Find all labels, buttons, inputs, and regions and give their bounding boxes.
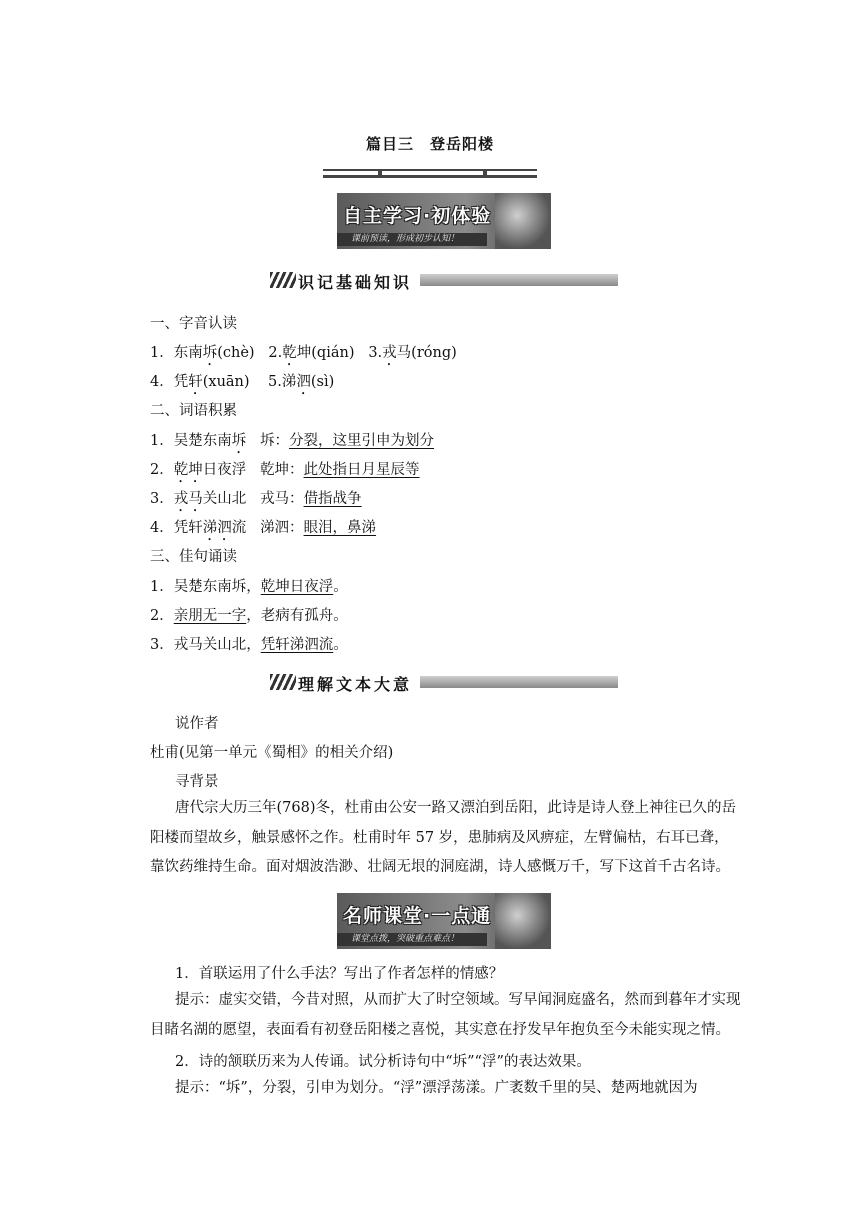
background-paragraph: 唐代宗大历三年(768)冬，杜甫由公安一路又漂泊到岳阳，此诗是诗人登上神往已久的岳阳楼而望故乡，触景感怀之作。杜甫时年 57 岁，患肺病及风痹症，左臂偏枯，右耳已聋，靠饮药维持生命。面对烟波浩渺、壮阔无垠的洞庭湖，诗人感慨万千，写下这首千古名诗。 (150, 800, 736, 875)
banner-subtitle: 课前预读，形成初步认知！ (337, 233, 487, 246)
pronunciation-row-2: 4．凭轩(xuān) 5.涕泗(sì) (150, 374, 335, 390)
banner-photo (495, 193, 551, 249)
vocab-item: 3．戎马关山北 戎马：借指战争 (150, 491, 362, 507)
title-divider (323, 169, 537, 179)
pronunciation-row-1: 1．东南坼(chè) 2.乾坤(qián) 3.戎马(róng) (150, 345, 457, 361)
answer-2: 提示：“坼”，分裂，引申为划分。“浮”漂浮荡漾。广袤数千里的吴、楚两地就因为 (175, 1080, 698, 1096)
banner-self-study (337, 193, 551, 249)
heading-verses: 三、佳句诵读 (150, 549, 237, 565)
verse-item: 2．亲朋无一字，老病有孤舟。 (150, 608, 348, 624)
banner-teacher-class (337, 893, 551, 949)
verse-item: 3．戎马关山北，凭轩涕泗流。 (150, 637, 348, 653)
section-header-understanding (270, 672, 618, 692)
vocab-item: 2．乾坤日夜浮 乾坤：此处指日月星辰等 (150, 462, 420, 478)
answer-1: 提示：虚实交错，今昔对照，从而扩大了时空领域。写早闻洞庭盛名，然而到暮年才实现目睹名湖的愿望，表面看有初登岳阳楼之喜悦，其实意在抒发早年抱负至今未能实现之情。 (150, 992, 741, 1038)
heading-author: 说作者 (175, 716, 219, 732)
author-info: 杜甫(见第一单元《蜀相》的相关介绍) (150, 745, 394, 761)
stripe-decoration (270, 272, 296, 288)
stripe-decoration (270, 674, 296, 690)
section-title: 识记基础知识 (298, 273, 413, 292)
banner-title: 自主学习·初体验 (343, 205, 492, 227)
vocab-item: 1．吴楚东南坼 坼：分裂，这里引申为划分 (150, 433, 435, 449)
question-1: 1．首联运用了什么手法？写出了作者怎样的情感？ (175, 966, 504, 982)
section-header-basics (270, 270, 618, 290)
section-bar (420, 274, 618, 286)
heading-background: 寻背景 (175, 774, 219, 790)
banner-photo (495, 893, 551, 949)
section-bar (420, 676, 618, 688)
vocab-item: 4．凭轩涕泗流 涕泗：眼泪，鼻涕 (150, 520, 377, 536)
banner-subtitle: 课堂点拨，突破重点难点！ (337, 933, 487, 946)
section-title: 理解文本大意 (298, 675, 413, 694)
heading-pronunciation: 一、字音认读 (150, 316, 237, 332)
question-2: 2．诗的颔联历来为人传诵。试分析诗句中“坼”“浮”的表达效果。 (175, 1054, 591, 1070)
banner-title: 名师课堂·一点通 (343, 905, 492, 927)
page-title: 篇目三 登岳阳楼 (365, 135, 494, 153)
heading-vocabulary: 二、词语积累 (150, 403, 237, 419)
verse-item: 1．吴楚东南坼，乾坤日夜浮。 (150, 579, 348, 595)
